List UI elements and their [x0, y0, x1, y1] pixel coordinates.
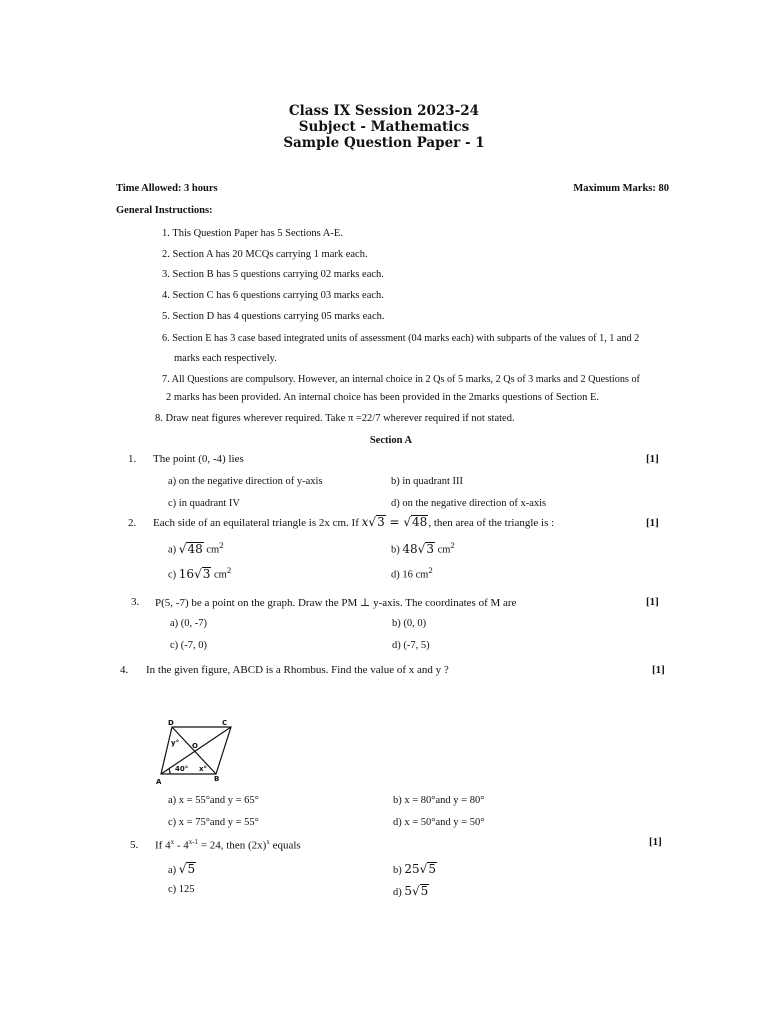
- question-marks: [1]: [649, 836, 662, 848]
- vertex-label-a: A: [156, 778, 162, 786]
- rhombus-figure: [150, 714, 245, 786]
- diagonal-ac: [161, 727, 231, 774]
- question-text: If $4^x - 4^{x-1} = 24$, then $(2x)^x$ equals: [155, 838, 301, 852]
- angle-arc-40: [169, 769, 170, 774]
- angle-label-x: x°: [199, 765, 208, 773]
- header-line-class: Class IX Session 2023-24: [288, 103, 480, 119]
- option-d: d) x = 50°and y = 50°: [393, 817, 485, 828]
- question-marks: [1]: [646, 453, 659, 465]
- question-text: P(5, -7) be a point on the graph. Draw the PM ⊥ y-axis. The coordinates of M are: [155, 597, 517, 609]
- option-b: b) in quadrant III: [391, 476, 464, 487]
- question-text: The point (0, -4) lies: [153, 453, 244, 465]
- question-number: 1.: [128, 453, 137, 465]
- option-a: a) x = 55°and y = 65°: [168, 795, 259, 806]
- vertex-label-b: B: [214, 775, 220, 783]
- question-text: Each side of an equilateral triangle is 2x cm. If x√3 = √48, then area of the triangle is :: [153, 515, 555, 529]
- question-number: 4.: [120, 664, 129, 676]
- centre-label-o: O: [192, 742, 198, 750]
- option-b: b) x = 80°and y = 80°: [393, 795, 485, 806]
- option-d: d) 5√5: [393, 884, 429, 898]
- option-d: d) on the negative direction of x-axis: [391, 498, 547, 509]
- time-allowed: Time Allowed: 3 hours: [116, 183, 218, 194]
- option-c: c) 125: [168, 884, 195, 895]
- header-line-subject: Subject - Mathematics: [298, 119, 470, 135]
- option-a: a) √48 $cm^2$: [168, 540, 224, 556]
- option-a: a) (0, -7): [170, 618, 208, 629]
- vertex-label-d: D: [168, 719, 174, 727]
- instruction-item: 4. Section C has 6 questions carrying 03 marks each.: [162, 290, 384, 301]
- option-d: d) (-7, 5): [392, 640, 430, 651]
- question-number: 5.: [130, 839, 139, 851]
- instruction-item: 2. Section A has 20 MCQs carrying 1 mark each.: [162, 249, 368, 260]
- option-a: a) on the negative direction of y-axis: [168, 476, 323, 487]
- instruction-item: 1. This Question Paper has 5 Sections A-E.: [162, 228, 343, 239]
- option-c: c) x = 75°and y = 55°: [168, 817, 259, 828]
- instruction-item: 5. Section D has 4 questions carrying 05 marks each.: [162, 311, 385, 322]
- instruction-item-continued: marks each respectively.: [174, 353, 277, 364]
- question-marks: [1]: [646, 517, 659, 529]
- maximum-marks: Maximum Marks: 80: [573, 183, 669, 194]
- section-title: Section A: [369, 435, 413, 446]
- instruction-item: 3. Section B has 5 questions carrying 02 marks each.: [162, 269, 384, 280]
- instruction-item: 8. Draw neat figures wherever required. Take π =22/7 wherever required if not stated.: [155, 413, 515, 424]
- vertex-label-c: C: [222, 719, 228, 727]
- option-b: b) 48√3 $cm^2$: [391, 540, 455, 556]
- option-d: d) 16 $cm^2$: [391, 565, 433, 581]
- option-c: c) in quadrant IV: [168, 498, 241, 509]
- option-a: a) √5: [168, 862, 196, 876]
- instruction-item-continued: 2 marks has been provided. An internal choice has been provided in the 2marks questions of Section E.: [166, 392, 600, 403]
- instructions-heading: General Instructions:: [116, 205, 213, 216]
- angle-label-40: 40°: [175, 765, 189, 773]
- question-text: In the given figure, ABCD is a Rhombus. Find the value of x and y ?: [146, 664, 449, 676]
- question-marks: [1]: [652, 664, 665, 676]
- option-b: b) (0, 0): [392, 618, 427, 629]
- instruction-item: 6. Section E has 3 case based integrated units of assessment (04 marks each) with subparts of the values of 1, 1 and 2: [162, 333, 640, 344]
- question-marks: [1]: [646, 596, 659, 608]
- question-number: 3.: [131, 596, 140, 608]
- instruction-item: 7. All Questions are compulsory. However, an internal choice in 2 Qs of 5 marks, 2 Qs of 3 marks and 2 Questions of: [162, 374, 640, 385]
- option-c: c) (-7, 0): [170, 640, 208, 651]
- question-number: 2.: [128, 517, 137, 529]
- option-b: b) 25√5: [393, 862, 436, 876]
- option-c: c) 16√3 $cm^2$: [168, 565, 232, 581]
- angle-label-y: y°: [171, 739, 180, 747]
- header-line-paper: Sample Question Paper - 1: [283, 135, 485, 151]
